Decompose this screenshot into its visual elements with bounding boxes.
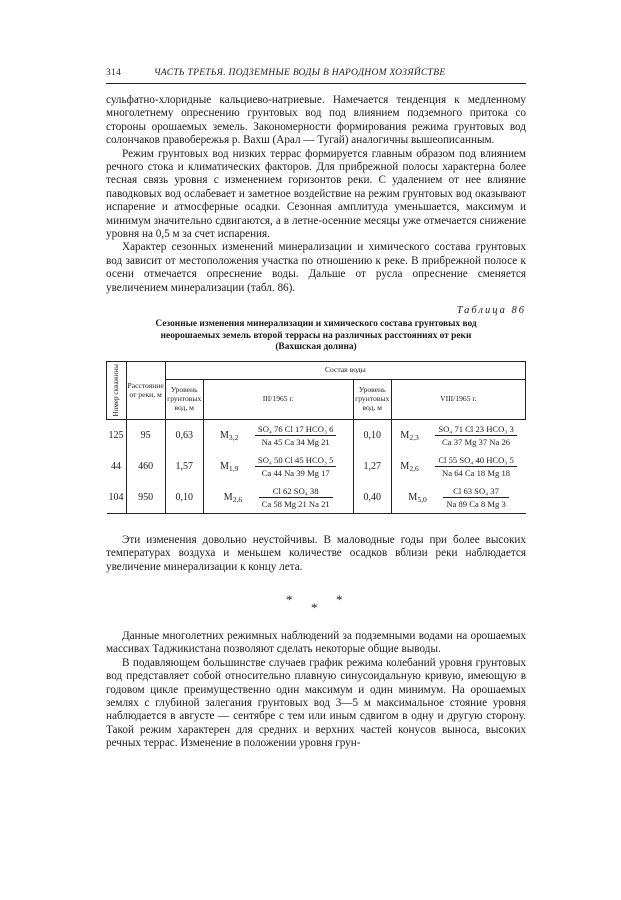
- well-number: 44: [111, 460, 121, 472]
- anions: Cl 62 SO₄ 38: [259, 486, 333, 498]
- paragraph: В подавляющем большинстве случаев график режима колебаний уровня грунтовых вод представляет собой относительно плавную синусоидальную кривую, имеющую в годовом цикле преимущественно один максимум и один минимум. На орошаемых землях с глубиной залегания грунтовых вод 3—5 м максимальное стояние уровня наблюдается в августе — сентябре с тем или иным сдвигом в одну и другую сторону. Такой режим характерен для средних и верхних частей конусов выноса, высоких речных террас. Изменение в положении уровня грун-: [106, 656, 526, 750]
- mineralization-symbol: M: [400, 429, 410, 441]
- composition-formula: [391, 482, 525, 514]
- mineralization-symbol: M: [400, 460, 410, 472]
- paragraph: Данные многолетних режимных наблюдений за подземными водами на орошаемых массивах Таджикистана позволяют сделать некоторые общие выводы.: [106, 629, 526, 656]
- section-separator: [106, 592, 526, 614]
- mineralization-value: 2,6: [232, 494, 243, 504]
- anions: Cl 63 SO₄ 37: [443, 486, 508, 498]
- separator-star: *: [311, 599, 318, 615]
- cations: Ca 58 Mg 21 Na 21: [261, 498, 330, 509]
- running-header: [106, 68, 526, 84]
- kurlov-fraction: [435, 455, 516, 478]
- mineralization-value: 1,9: [228, 463, 239, 473]
- well-number: 125: [108, 429, 124, 441]
- body-text-bottom: [106, 630, 526, 751]
- cations: Ca 37 Mg 37 Na 26: [442, 436, 511, 447]
- mineralization-symbol: M: [223, 491, 233, 503]
- data-table: [106, 361, 526, 513]
- separator-star: *: [336, 591, 343, 607]
- header-level-1: Уровень грунтовых вод, м: [165, 379, 203, 419]
- table-caption: [106, 319, 526, 353]
- cations: Ca 44 Na 39 Mg 17: [261, 467, 330, 478]
- level-value: 1,57: [165, 451, 203, 482]
- table-row: [107, 419, 526, 451]
- kurlov-fraction: [259, 486, 333, 509]
- mineralization-symbol: M: [220, 429, 229, 441]
- body-text-top: [106, 94, 526, 295]
- distance-value: 95: [126, 419, 165, 451]
- level-value: 0,40: [353, 482, 391, 514]
- kurlov-fraction: [435, 424, 516, 447]
- distance-value: 460: [126, 451, 165, 482]
- mineralization-value: 2,6: [409, 463, 419, 473]
- paragraph: Характер сезонных изменений минерализации и химического состава грунтовых вод зависит от местоположения участка по отношению к реке. В прибрежной полосе к осени отмечается опреснение воды. Дальше от русла опреснение сменяется увеличением минерализации (табл. 86).: [106, 241, 526, 294]
- distance-value: 950: [126, 482, 165, 514]
- mineralization-symbol: M: [408, 491, 418, 503]
- header-well-number: Номер скважины: [107, 362, 127, 419]
- anions: SO₄ 50 Cl 45 HCO₃ 5: [255, 455, 336, 467]
- level-value: 0,10: [165, 482, 203, 514]
- header-level-2: Уровень грунтовых вод, м: [353, 379, 391, 419]
- kurlov-fraction: [255, 455, 336, 478]
- paragraph: Эти изменения довольно неустойчивы. В маловодные годы при более высоких температурах воздуха и меньшем количестве осадков вблизи реки наблюдается увеличение минерализации к концу лета.: [106, 533, 526, 573]
- mineralization-value: 5,0: [417, 494, 427, 504]
- page-number: 314: [106, 68, 122, 78]
- level-value: 1,27: [353, 451, 391, 482]
- header-water-composition: Состав воды: [165, 362, 525, 380]
- table-row: [107, 482, 526, 514]
- composition-formula: [203, 451, 353, 482]
- table-label: Таблица 86: [456, 305, 526, 317]
- paragraph: Режим грунтовых вод низких террас формируется главным образом под влиянием речного стока и климатических факторов. Для прибрежной полосы характерна более тесная связь уровня с изменением горизонтов реки. С удалением от нее влияние паводковых вод ослабевает и заметное воздействие на режим грунтовых вод оказывают испарение и атмосферные осадки. Сезонная амплитуда уменьшается, максимум и минимум значительно сдвигаются, а в летне-осенние месяцы уже отмечается снижение уровня на 0,5 м за счет испарения.: [106, 147, 526, 241]
- running-title: ЧАСТЬ ТРЕТЬЯ. ПОДЗЕМНЫЕ ВОДЫ В НАРОДНОМ ХОЗЯЙСТВЕ: [154, 68, 446, 78]
- table-row: [107, 451, 526, 482]
- anions: SO₄ 76 Cl 17 HCO₃ 6: [255, 424, 336, 436]
- anions: SO₄ 71 Cl 23 HCO₃ 3: [435, 424, 516, 436]
- well-number: 104: [107, 482, 127, 514]
- table-caption-line: (Вахшская долина): [275, 341, 357, 352]
- kurlov-fraction: [443, 486, 508, 509]
- header-distance: Расстояние от реки, м: [126, 362, 165, 419]
- body-text-middle: [106, 534, 526, 574]
- anions: Cl 55 SO₄ 40 HCO₃ 5: [435, 455, 516, 467]
- mineralization-value: 3,2: [228, 432, 239, 442]
- mineralization-value: 2,3: [409, 432, 419, 442]
- composition-formula: [203, 482, 353, 514]
- level-value: 0,63: [165, 419, 203, 451]
- mineralization-symbol: M: [220, 460, 229, 472]
- table-caption-line: Сезонные изменения минерализации и химического состава грунтовых вод: [155, 319, 477, 330]
- cations: Na 89 Ca 8 Mg 3: [446, 498, 506, 509]
- cations: Na 64 Ca 18 Mg 18: [442, 467, 511, 478]
- level-value: 0,10: [353, 419, 391, 451]
- table-caption-line: неорошаемых земель второй террасы на различных расстояниях от реки: [160, 330, 472, 341]
- composition-formula: [391, 419, 525, 451]
- book-page: [106, 68, 526, 751]
- header-period-1: III/1965 г.: [203, 379, 353, 419]
- separator-star: *: [286, 591, 293, 607]
- composition-formula: [203, 419, 353, 451]
- kurlov-fraction: [255, 424, 336, 447]
- header-period-2: VIII/1965 г.: [391, 379, 525, 419]
- cations: Na 45 Ca 34 Mg 21: [261, 436, 330, 447]
- composition-formula: [391, 451, 525, 482]
- paragraph: сульфатно-хлоридные кальциево-натриевые. Намечается тенденция к медленному многолетнему опреснению грунтовых вод под влиянием подземного притока со стороны орошаемых земель. Закономерности формирования режима грунтовых вод солончаков правобережья р. Вахш (Арал — Тугай) аналогичны вышеописанным.: [106, 94, 526, 147]
